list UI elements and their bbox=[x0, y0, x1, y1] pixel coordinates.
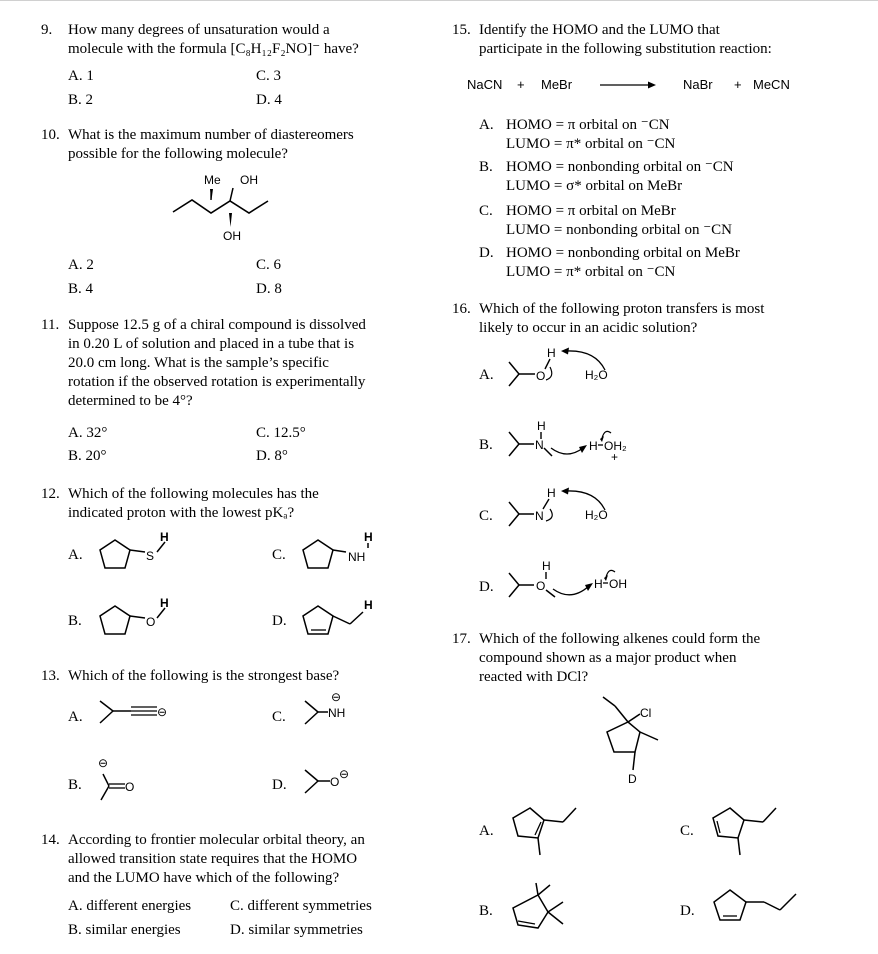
chlorine-label: Cl bbox=[640, 706, 652, 720]
option-d[interactable]: D. bbox=[680, 903, 695, 919]
negative-charge-label: ⊖ bbox=[339, 767, 350, 781]
hydrogen-label: H bbox=[542, 559, 551, 573]
question-number: 11. bbox=[41, 317, 60, 333]
option-d[interactable]: D. 8 bbox=[256, 281, 282, 297]
oxygen-label: O bbox=[536, 369, 546, 383]
question-16 bbox=[452, 300, 852, 340]
sulfur-label: S bbox=[146, 549, 155, 563]
reaction-product: MeCN bbox=[753, 77, 790, 92]
amide-anion-structure bbox=[300, 688, 370, 733]
option-b[interactable]: B. bbox=[68, 777, 82, 793]
option-a[interactable]: A. bbox=[479, 823, 494, 839]
top-divider bbox=[0, 0, 878, 1]
proton-transfer-d bbox=[505, 558, 650, 603]
option-a[interactable]: A. bbox=[68, 547, 83, 563]
hydrogen-label: H bbox=[160, 596, 169, 610]
reaction-reactant: NaCN bbox=[467, 77, 503, 92]
option-b[interactable]: B. HOMO = nonbonding orbital on ⁻CN LUMO = σ* orbital on MeBr bbox=[479, 159, 734, 194]
cyclopentanethiol-structure bbox=[95, 530, 185, 580]
option-b[interactable]: B. bbox=[479, 437, 493, 453]
option-a[interactable]: A. bbox=[479, 367, 494, 383]
reaction-plus: + bbox=[517, 77, 525, 92]
cyclopentanol-structure bbox=[95, 596, 185, 646]
question-number: 14. bbox=[41, 832, 60, 848]
option-a[interactable]: A. 1 bbox=[68, 68, 94, 84]
reaction-arrow bbox=[600, 80, 656, 90]
option-c[interactable]: C. 12.5° bbox=[256, 425, 306, 441]
question-15 bbox=[452, 21, 852, 61]
hydrogen-label: H bbox=[547, 346, 556, 360]
hydrogen-label: H bbox=[594, 577, 603, 591]
reaction-plus: + bbox=[734, 77, 742, 92]
oxygen-label: O bbox=[125, 780, 135, 794]
alkene-d-structure bbox=[708, 880, 808, 938]
nitrogen-label: N bbox=[535, 438, 544, 452]
alkene-b-structure bbox=[508, 880, 588, 938]
option-a[interactable]: A. 2 bbox=[68, 257, 94, 273]
hydroxyl-label: OH bbox=[240, 173, 258, 187]
question-stem: Which of the following alkenes could form the compound shown as a major product when reacted with DCl? bbox=[479, 631, 761, 685]
oxonium-label: OH₂ bbox=[604, 439, 627, 453]
negative-charge-label: ⊖ bbox=[331, 690, 342, 704]
option-b[interactable]: B. bbox=[68, 613, 82, 629]
diol-structure bbox=[170, 170, 280, 245]
hydrogen-label: H bbox=[160, 530, 169, 544]
option-d[interactable]: D. 8° bbox=[256, 448, 288, 464]
hydrogen-label: H bbox=[589, 439, 598, 453]
option-b[interactable]: B. 20° bbox=[68, 448, 107, 464]
option-a[interactable]: A. 32° bbox=[68, 425, 108, 441]
question-stem: According to frontier molecular orbital theory, an allowed transition state requires that the HOMO and the LUMO have which of the following? bbox=[68, 832, 365, 886]
alkene-a-structure bbox=[508, 800, 588, 858]
option-b[interactable]: B. similar energies bbox=[68, 922, 181, 938]
cyclopentenylmethyl-structure bbox=[298, 596, 388, 646]
proton-transfer-c bbox=[505, 485, 635, 530]
water-label: H₂O bbox=[585, 508, 608, 522]
negative-charge-label: ⊖ bbox=[157, 705, 168, 719]
oxygen-label: O bbox=[330, 775, 340, 789]
option-c[interactable]: C. bbox=[680, 823, 694, 839]
option-d[interactable]: D. HOMO = nonbonding orbital on MeBr LUMO = π* orbital on ⁻CN bbox=[479, 245, 740, 280]
alkoxide-structure bbox=[300, 760, 380, 800]
oxygen-label: O bbox=[536, 579, 546, 593]
question-number: 13. bbox=[41, 668, 60, 684]
question-number: 12. bbox=[41, 486, 60, 502]
question-stem: Which of the following molecules has the indicated proton with the lowest pKₐ? bbox=[68, 486, 319, 521]
option-c[interactable]: C. different symmetries bbox=[230, 898, 372, 914]
option-b[interactable]: B. 4 bbox=[68, 281, 94, 297]
positive-charge-label: + bbox=[611, 450, 619, 464]
option-c[interactable]: C. 6 bbox=[256, 257, 282, 273]
methyl-label: Me bbox=[204, 173, 221, 187]
option-d[interactable]: D. 4 bbox=[256, 92, 282, 108]
proton-transfer-a bbox=[505, 345, 635, 390]
oxygen-label: O bbox=[146, 615, 156, 629]
hydroxyl-label: OH bbox=[223, 229, 241, 243]
question-number: 10. bbox=[41, 127, 60, 143]
option-c[interactable]: C. HOMO = π orbital on MeBr LUMO = nonbonding orbital on ⁻CN bbox=[479, 203, 732, 238]
question-11 bbox=[41, 316, 421, 412]
cyclopentylamine-structure bbox=[298, 530, 388, 580]
hydrogen-label: H bbox=[547, 486, 556, 500]
water-label: H₂O bbox=[585, 368, 608, 382]
question-number: 9. bbox=[41, 22, 53, 38]
amine-label: NH bbox=[328, 706, 346, 720]
question-stem: Which of the following proton transfers is most likely to occur in an acidic solution? bbox=[479, 301, 765, 336]
option-d[interactable]: D. similar symmetries bbox=[230, 922, 363, 938]
option-d[interactable]: D. bbox=[479, 579, 494, 595]
option-a[interactable]: A. different energies bbox=[68, 898, 192, 914]
alkene-c-structure bbox=[708, 800, 788, 858]
question-10 bbox=[41, 126, 421, 166]
amine-label: NH bbox=[348, 550, 366, 564]
option-c[interactable]: C. bbox=[272, 709, 286, 725]
question-stem: Identify the HOMO and the LUMO that participate in the following substitution reaction: bbox=[479, 22, 772, 57]
option-a[interactable]: A. bbox=[68, 709, 83, 725]
option-d[interactable]: D. bbox=[272, 777, 287, 793]
option-d[interactable]: D. bbox=[272, 613, 287, 629]
question-stem: How many degrees of unsaturation would a molecule with the formula [C₈H₁₂F₂NO]⁻ have? bbox=[68, 22, 359, 57]
option-c[interactable]: C. 3 bbox=[256, 68, 282, 84]
hydrogen-label: H bbox=[537, 419, 546, 433]
option-c[interactable]: C. bbox=[479, 508, 493, 524]
negative-charge-label: ⊖ bbox=[98, 756, 109, 770]
hydrogen-label: H bbox=[364, 598, 373, 612]
question-17 bbox=[452, 630, 852, 690]
question-12 bbox=[41, 485, 421, 525]
option-a[interactable]: A. HOMO = π orbital on ⁻CN LUMO = π* orbital on ⁻CN bbox=[479, 117, 676, 152]
enolate-structure bbox=[95, 752, 165, 812]
question-number: 16. bbox=[452, 301, 471, 317]
hydroxide-label: OH bbox=[609, 577, 627, 591]
alkynide-structure bbox=[95, 695, 185, 735]
option-b[interactable]: B. 2 bbox=[68, 92, 94, 108]
product-structure bbox=[595, 692, 675, 787]
proton-transfer-b bbox=[505, 418, 650, 463]
option-b[interactable]: B. bbox=[479, 903, 493, 919]
question-number: 17. bbox=[452, 631, 471, 647]
deuterium-label: D bbox=[628, 772, 637, 786]
question-stem: Suppose 12.5 g of a chiral compound is dissolved in 0.20 L of solution and placed in a tube that is 20.0 cm long. What is the sample’s specific rotation if the observed rotation is experimentally determined to be 4°? bbox=[68, 317, 366, 409]
question-stem: Which of the following is the strongest base? bbox=[68, 668, 340, 684]
question-9 bbox=[41, 21, 421, 61]
question-14 bbox=[41, 831, 421, 891]
question-stem: What is the maximum number of diastereomers possible for the following molecule? bbox=[68, 127, 354, 162]
nitrogen-label: N bbox=[535, 509, 544, 523]
hydrogen-label: H bbox=[364, 530, 373, 544]
reaction-reactant: MeBr bbox=[541, 77, 573, 92]
question-number: 15. bbox=[452, 22, 471, 38]
question-13 bbox=[41, 667, 421, 687]
reaction-product: NaBr bbox=[683, 77, 713, 92]
option-c[interactable]: C. bbox=[272, 547, 286, 563]
